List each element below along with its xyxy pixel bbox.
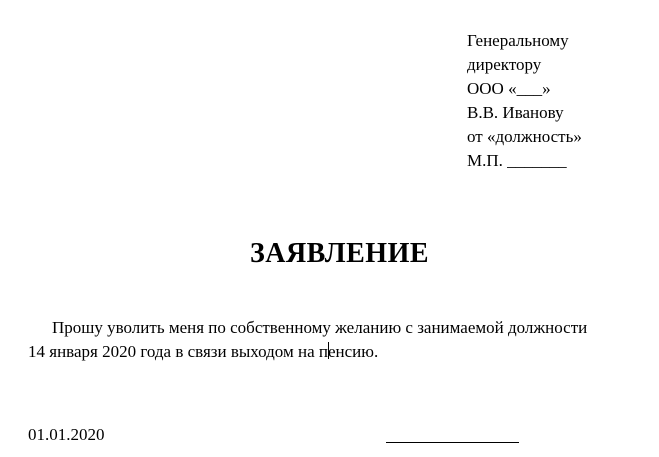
- body-line-2-start: 14 января 2020 года в связи выходом на п: [28, 342, 328, 361]
- document-body[interactable]: [28, 316, 658, 364]
- addressee-line-initials: М.П. _______: [467, 151, 567, 170]
- document-date: 01.01.2020: [28, 425, 105, 444]
- body-line-2-end: енсию.: [327, 342, 379, 361]
- addressee-line-position: Генеральному: [467, 31, 569, 50]
- addressee-line-name: В.В. Иванову: [467, 103, 564, 122]
- addressee-block: [467, 29, 582, 173]
- body-line-2: [28, 340, 658, 364]
- signature-line: [386, 442, 519, 443]
- body-line-1: Прошу уволить меня по собственному желанию с занимаемой должности: [52, 318, 588, 337]
- document-title: ЗАЯВЛЕНИЕ: [249, 238, 430, 269]
- addressee-line-from: от «должность»: [467, 127, 582, 146]
- addressee-line-company: ООО «___»: [467, 79, 551, 98]
- addressee-line-title: директору: [467, 55, 542, 74]
